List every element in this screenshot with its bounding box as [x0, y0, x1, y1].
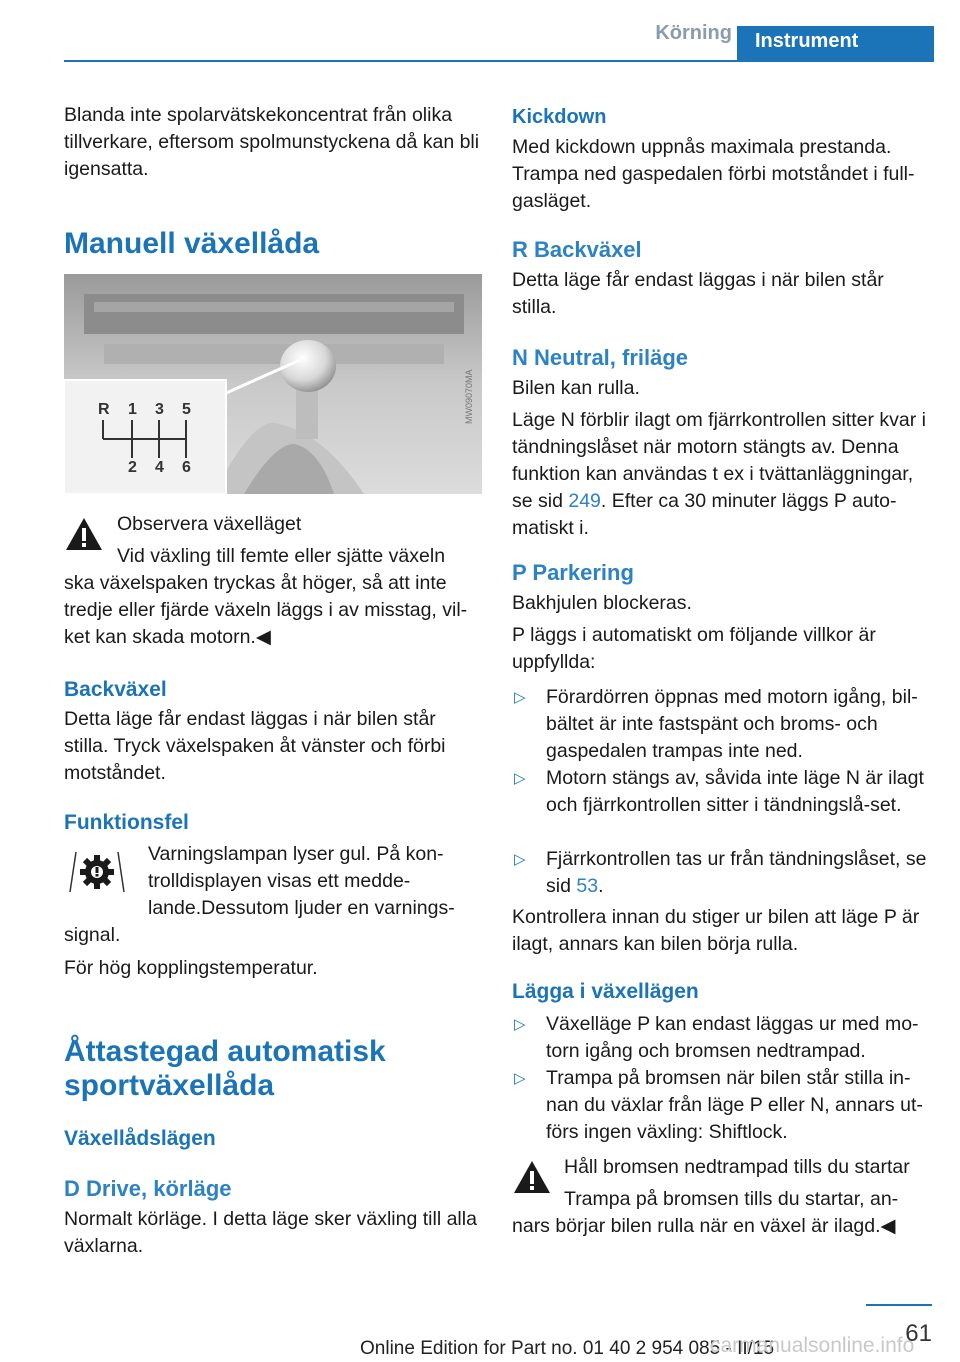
list-item-text: Motorn stängs av, såvida inte läge N är ilagt och fjärrkontrollen sitter i tändningslå‐set.: [546, 767, 924, 816]
malfunction-text-cont: signal.: [64, 924, 121, 946]
gear-label-5: 5: [182, 401, 191, 418]
intro-paragraph: Blanda inte spolarvätskekoncentrat från olika tillverkare, eftersom spolmunstyckena då kan bli igensatta.: [64, 104, 480, 180]
list-item: [512, 846, 932, 900]
kickdown-title: Kickdown: [512, 106, 607, 128]
auto-gearbox-title-2: sportväxellåda: [64, 1069, 275, 1102]
gear-label-r: R: [98, 401, 110, 418]
neutral-mode-title: N Neutral, friläge: [512, 345, 689, 370]
gear-label-3: 3: [155, 401, 164, 418]
list-item: [512, 684, 932, 765]
gear-label-4: 4: [155, 459, 164, 476]
warning-first-line: Trampa på bromsen tills du startar, an‐: [564, 1188, 899, 1210]
list-item: [512, 1011, 932, 1065]
watermark: carmanualsonline.info: [710, 1334, 915, 1357]
list-item-text: Fjärrkontrollen tas ur från tändningslåset, se sid: [546, 848, 927, 897]
gear-lever-photo: [64, 274, 482, 494]
warning-icon: [64, 516, 104, 552]
edition-note: Online Edition for Part no. 01 40 2 954 085 - II/15: [360, 1338, 775, 1359]
bullet-triangle-icon: ▷: [514, 1070, 526, 1087]
warning-first-line: Vid växling till femte eller sjätte växeln: [117, 545, 446, 567]
page-link-249[interactable]: 249: [568, 490, 601, 512]
bullet-triangle-icon: ▷: [514, 1016, 526, 1033]
gear-label-1: 1: [128, 401, 137, 418]
warning-title: Håll bromsen nedtrampad tills du startar: [564, 1156, 910, 1178]
page-header: [0, 0, 960, 62]
list-item-text: Förardörren öppnas med motorn igång, bil‐bältet är inte fastspänt och broms- och gaspedalen trampas inte ned.: [546, 686, 918, 762]
clutch-temp-text: För hög kopplingstemperatur.: [64, 957, 318, 979]
header-rule: [64, 60, 934, 62]
warning-text: nars börjar bilen rulla när en växel är ilagd.◀: [512, 1215, 896, 1237]
shift-modes-title: Lägga i växellägen: [512, 980, 699, 1003]
reverse-mode-title: R Backväxel: [512, 237, 642, 262]
malfunction-title: Funktionsfel: [64, 811, 189, 834]
drive-mode-title: D Drive, körläge: [64, 1176, 232, 1201]
manual-gearbox-title: Manuell växellåda: [64, 227, 320, 260]
bullet-triangle-icon: ▷: [514, 851, 526, 868]
warning-text: ska växelspaken tryckas åt höger, så att inte tredje eller fjärde växeln läggs i av misstag, vil‐ket kan skada motorn.◀: [64, 572, 468, 648]
list-item-text: Växelläge P kan endast läggas ur med mo‐torn igång och bromsen nedtrampad.: [546, 1013, 919, 1062]
tab-instrument[interactable]: Instrument: [737, 26, 934, 62]
park-text-1: Bakhjulen blockeras.: [512, 592, 692, 614]
malfunction-text: Varningslampan lyser gul. På kon‐trolldisplayen visas ett medde‐lande.Dessutom ljuder en varnings‐: [148, 843, 455, 919]
auto-gearbox-title-1: Åttastegad automatisk: [64, 1035, 386, 1068]
bullet-triangle-icon: ▷: [514, 689, 526, 706]
reverse-gear-text: Detta läge får endast läggas i när bilen står stilla. Tryck växelspaken åt vänster och förbi motståndet.: [64, 708, 446, 784]
gear-label-6: 6: [182, 459, 191, 476]
photo-code: MW09070MA: [464, 369, 474, 424]
tab-korning[interactable]: Körning: [655, 22, 732, 44]
kickdown-text: Med kickdown uppnås maximala prestanda. Trampa ned gaspedalen förbi motståndet i full‐gasläget.: [512, 136, 915, 212]
list-item-text: Trampa på bromsen när bilen står stilla in‐nan du växlar från läge P eller N, annars ut‐förs ingen växling: Shiftlock.: [546, 1067, 923, 1143]
page-link-53[interactable]: 53: [576, 875, 599, 897]
list-item-text-end: .: [598, 875, 604, 897]
gear-lever-illustration: [64, 274, 482, 494]
neutral-text-2a: Läge N förblir ilagt om fjärrkontrollen sitter kvar i tändningslåset när motorn stängts av. Denna funktion kan användas t ex i tvättanläggningar, se sid: [512, 409, 926, 512]
list-item: [512, 1065, 932, 1146]
reverse-mode-text: Detta läge får endast läggas i när bilen står stilla.: [512, 269, 884, 318]
park-text-2: P läggs i automatiskt om följande villkor är uppfyllda:: [512, 624, 876, 673]
gearbox-malfunction-icon: [66, 846, 128, 898]
park-check-text: Kontrollera innan du stiger ur bilen att läge P är ilagt, annars kan bilen börja rulla.: [512, 906, 920, 955]
gear-label-2: 2: [128, 459, 137, 476]
warning-icon: [512, 1159, 552, 1195]
park-mode-title: P Parkering: [512, 560, 634, 585]
reverse-gear-title: Backväxel: [64, 678, 167, 701]
page-number: 61: [905, 1320, 932, 1347]
bullet-triangle-icon: ▷: [514, 770, 526, 787]
warning-title: Observera växelläget: [117, 513, 302, 535]
neutral-text-1: Bilen kan rulla.: [512, 377, 640, 399]
neutral-text-2: [512, 407, 932, 542]
neutral-text-2b: . Efter ca 30 minuter läggs P auto‐matiskt i.: [512, 490, 897, 539]
drive-mode-text: Normalt körläge. I detta läge sker växling till alla växlarna.: [64, 1208, 477, 1257]
footer-rule: [866, 1304, 932, 1306]
gear-modes-title: Växellådslägen: [64, 1127, 216, 1150]
list-item: [512, 765, 932, 819]
